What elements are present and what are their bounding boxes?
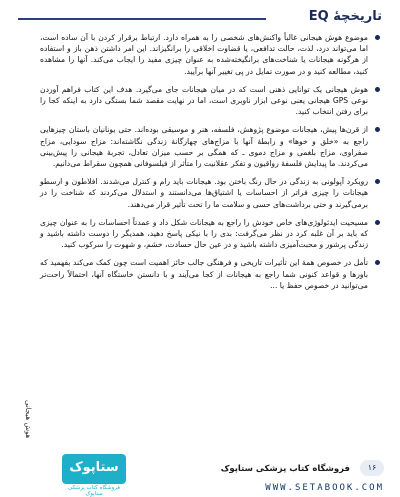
store-name: فروشگاه کتاب پزشکی ستاپوک bbox=[220, 464, 350, 474]
paragraph-text: از قرن‌ها پیش، هیجانات موضوع پژوهش، فلسفه، هنر و موسیقی بوده‌اند. حتی یونانیان باستان چیزهایی راجع به «خلق و خوها» و رابطهٔ آنها با مزاج‌های چهارگانهٔ زندگی نگاشته‌اند: مزاج سودایی، مزاج صفراوی، مزاج بلغمی و مزاج دموی ـ که همگی بر حسب میزان تعادل، تجربهٔ هیجانی را پیش‌بینی می‌کردند. ما پیدایش فلسفهٔ رواقیون و تفکر عقلانیت را متأثر از فیلسوفانی همچون سقراط می‌دانیم. bbox=[40, 125, 368, 169]
paragraph-text: هوش هیجانی یک توانایی ذهنی است که در میان هیجانات جای می‌گیرد. هدف این کتاب فراهم آوردن نوعی GPS هیجانی یعنی نوعی ابزار ناوبری است، اما در نهایت مقصد شما بستگی دارد به اینکه کجا را برای رفتن انتخاب کنید. bbox=[40, 84, 368, 117]
bullet-icon bbox=[375, 179, 380, 184]
website-url[interactable]: WWW.SETABOOK.COM bbox=[265, 483, 384, 493]
bullet-icon bbox=[375, 127, 380, 132]
bullet-icon bbox=[375, 260, 380, 265]
setabook-logo bbox=[62, 454, 126, 484]
paragraph-text: موضوع هوش هیجانی غالباً واکنش‌های شخصی را به همراه دارد. ارتباط برقرار کردن با آن ساده است، اما می‌تواند درد، لذت، حالت تدافعی، یا قضاوت اخلاقی را برانگیزاند. این امر داشتن ذهن باز و استفاده از هرگونه هیجانات یا شناخت‌های برانگیخته‌شده به عنوان چیزی مفید را ایجاب می‌کند. آنها را مشاهده کنید، مطالعه کنید و در صورت تمایل در پی تغییر آنها برآیید. bbox=[40, 33, 368, 76]
bullet-icon bbox=[375, 35, 380, 40]
bullet-icon bbox=[375, 220, 380, 225]
paragraph bbox=[40, 257, 380, 291]
side-running-label: هوش هیجانی bbox=[24, 400, 32, 439]
title-rule bbox=[18, 18, 266, 20]
paragraph bbox=[40, 84, 380, 118]
paragraph bbox=[40, 124, 380, 169]
paragraph bbox=[40, 32, 380, 77]
page-number-badge: ۱۶ bbox=[360, 460, 384, 476]
paragraph bbox=[40, 176, 380, 210]
logo-subtitle: فروشگاه کتاب پزشکی ستاپوک bbox=[68, 485, 120, 497]
text-body bbox=[40, 32, 380, 298]
bullet-icon bbox=[375, 87, 380, 92]
paragraph-text: رویکرد آپولونی به زندگی در حال رنگ باختن بود. هیجانات باید رام و کنترل می‌شدند. افلاطون و ارسطو هیجانات را چیزی فراتر از احساسات یا اشتیاق‌ها می‌دانستند و استدلال می‌کردند که شناخت را در برمی‌گیرند و حتی برداشت‌های حسی و سلامت ما را تحت تأثیر قرار می‌دهند. bbox=[40, 177, 368, 209]
logo-text: ستاپوک bbox=[69, 460, 119, 475]
page-title: تاریخچهٔ EQ bbox=[308, 9, 382, 24]
paragraph bbox=[40, 217, 380, 251]
paragraph-text: تأمل در خصوص همهٔ این تأثیرات تاریخی و فرهنگی جالب حائز اهمیت است چون کمک می‌کند بفهمید که باورها و قواعد کنونی شما راجع به هیجانات از کجا می‌آیند و با دانستن خاستگاه آنها، احتمالاً راحت‌تر می‌توانید در خصوص حفظ یا ... bbox=[40, 258, 368, 290]
footer-banner bbox=[0, 450, 400, 497]
paragraph-text: مسیحیت ایدئولوژی‌های خاص خودش را راجع به هیجانات شکل داد و عمدتاً احساسات را به عنوان چیزی که باید بر آن غلبه کرد در نظر می‌گرفت: بدی را با نیکی پاسخ دهید، همدیگر را دوست داشته باشید و زندگی پرشور و محبت‌آمیزی داشته باشید و در عین حال حسادت، خشم، و شهوت را سرکوب کنید. bbox=[40, 217, 368, 250]
chapter-header bbox=[18, 8, 386, 28]
